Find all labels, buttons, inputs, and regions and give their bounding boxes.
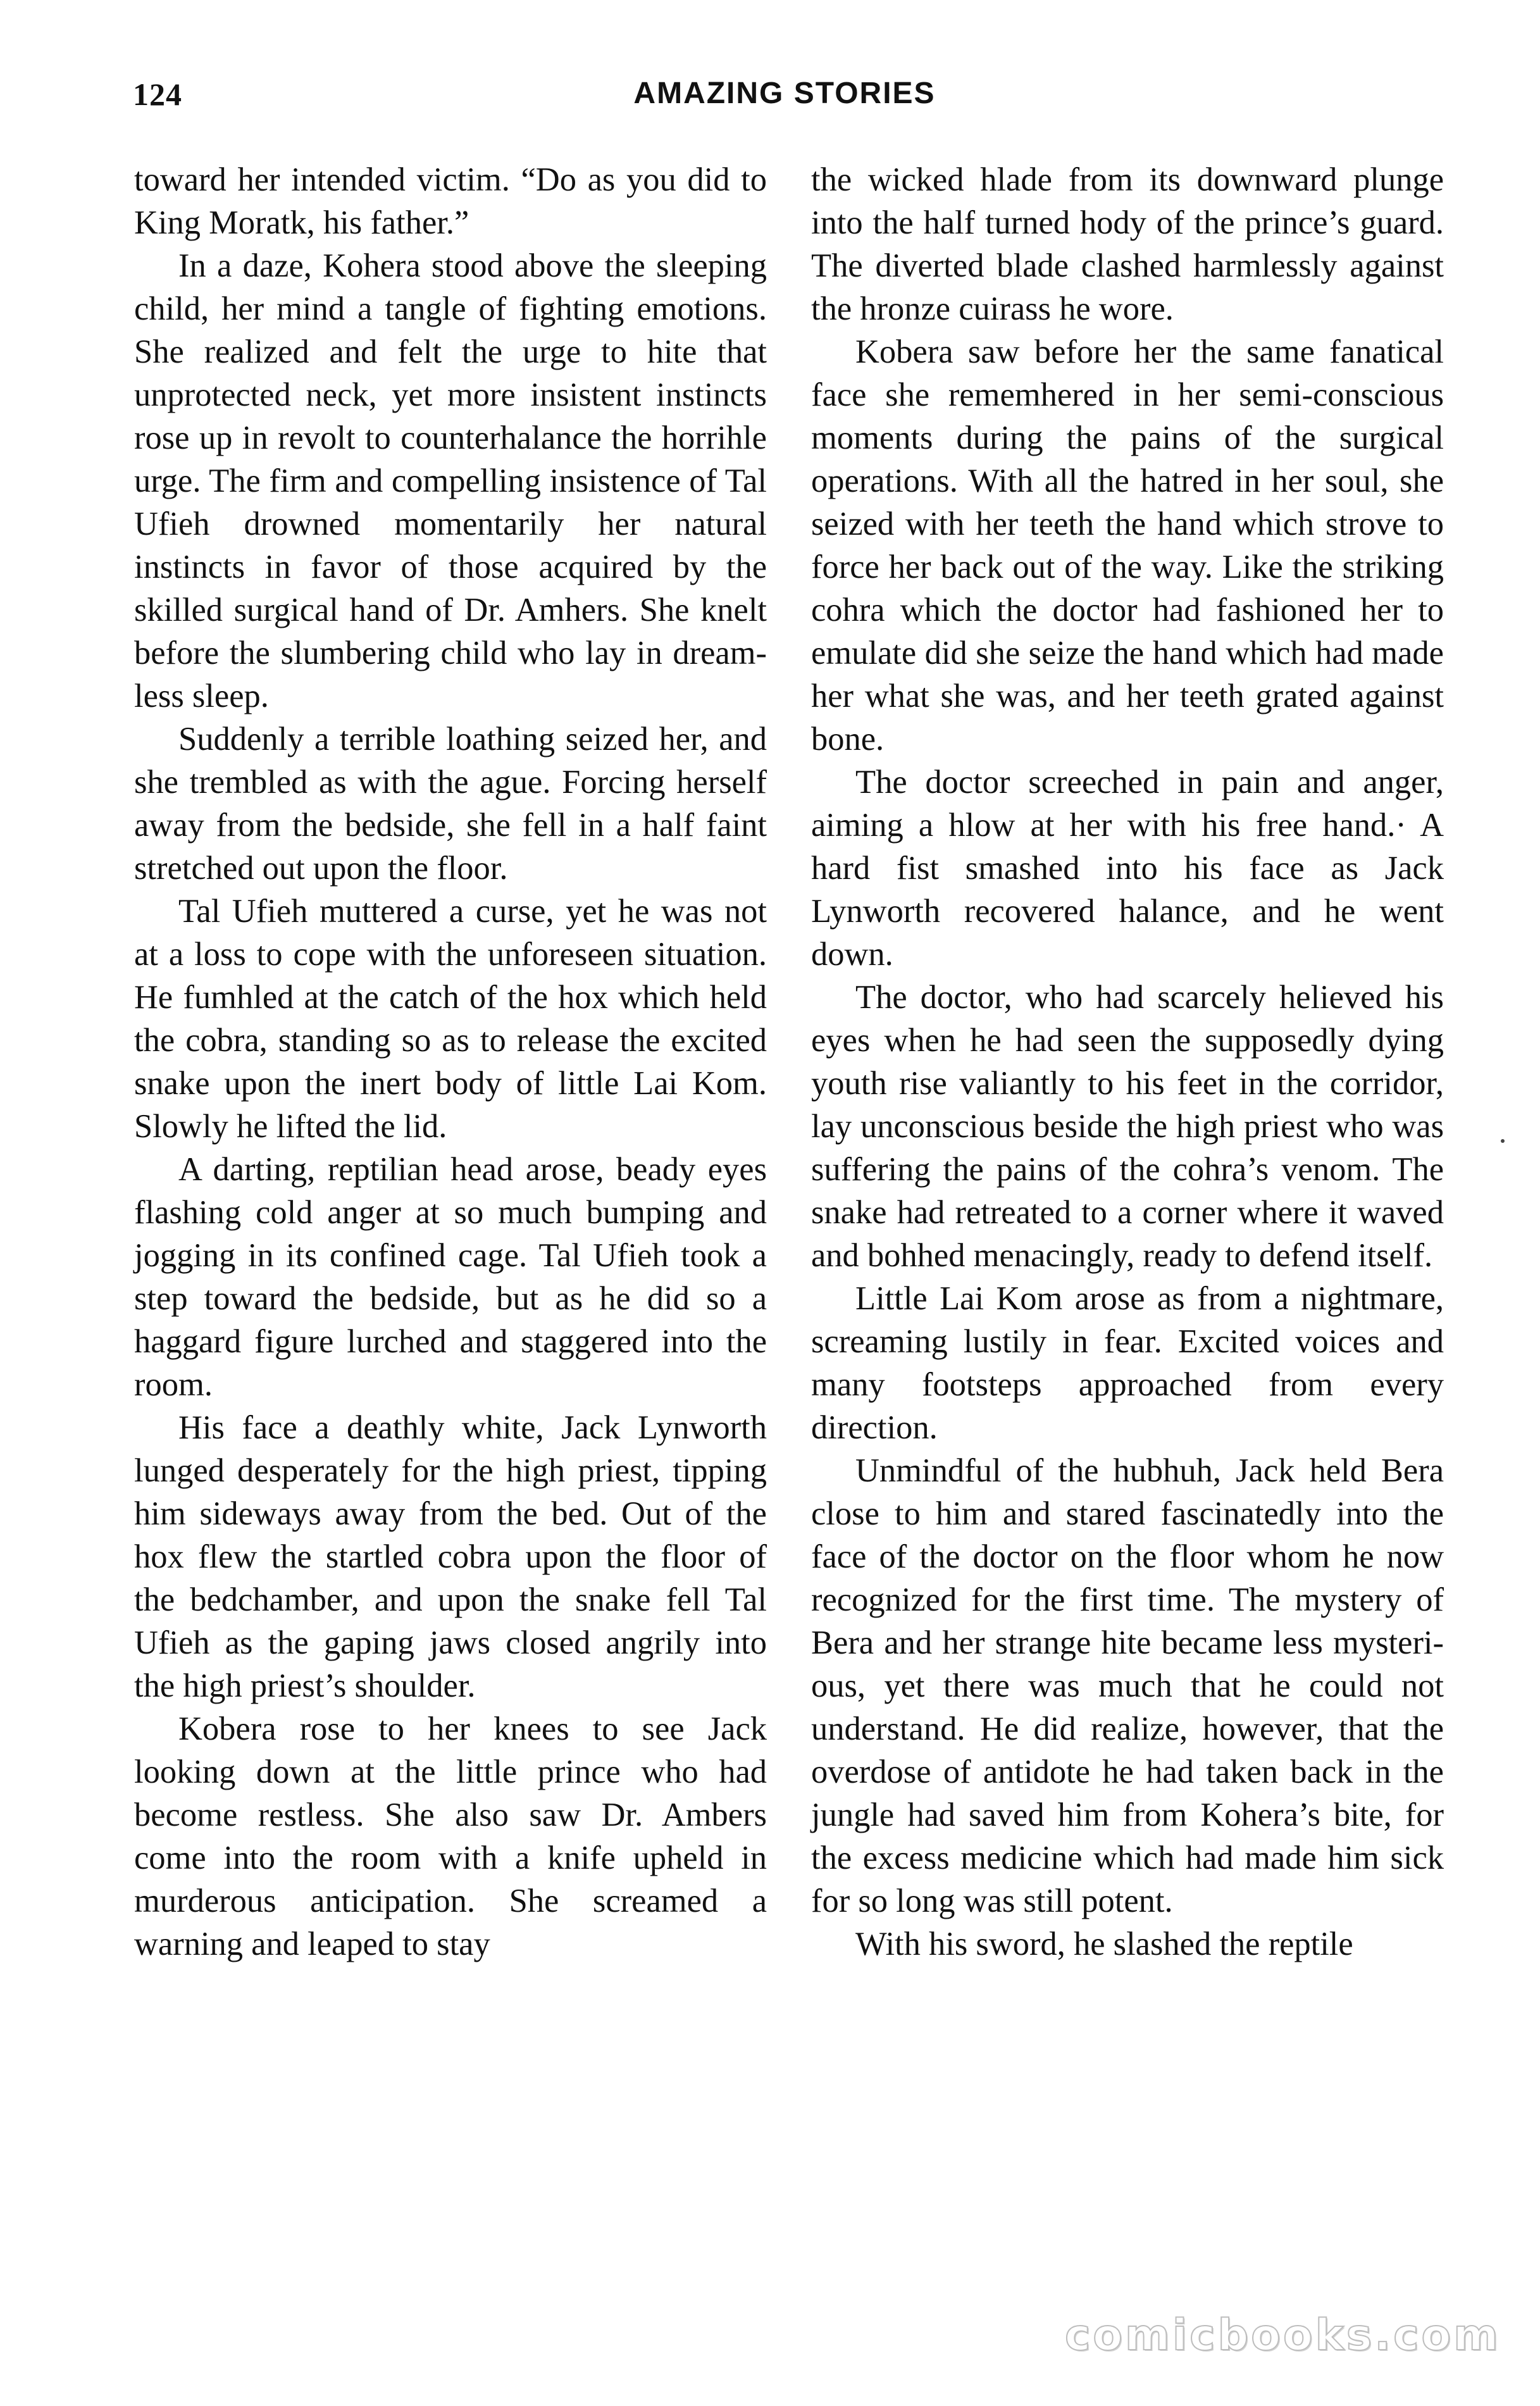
paragraph: In a daze, Kohera stood above the sleeping child, her mind a tangle of fighting emotions. She realized and felt the urge to hite that unprotected neck, yet more insistent instincts rose up in revolt to counterhalance the horrihle urge. The firm and compelling insistence of Tal Ufieh drowned momentarily her natural instincts in favor of those acquired by the skilled surgical hand of Dr. Amhers. She knelt before the slumbering child who lay in dreamless sleep. [134,247,767,714]
watermark: comicbooks.com [1064,2310,1501,2360]
running-head: AMAZING STORIES [633,77,936,110]
paragraph: Suddenly a terrible loathing seized her, and she trembled as with the ague. Forcing herself away from the bedside, she fell in a half faint stretched out upon the floor. [134,721,767,887]
paragraph: His face a deathly white, Jack Lynworth lunged desperately for the high priest, tipping him sideways away from the bed. Out of the hox flew the startled cobra upon the floor of the bedchamber, and upon the snake fell Tal Ufieh as the gaping jaws closed angrily into the high priest’s shoulder. [134,1409,767,1704]
page-header [133,76,1436,133]
right-column [811,158,1444,1966]
paragraph: Kobera rose to her knees to see Jack looking down at the little prince who had become restless. She also saw Dr. Ambers come into the room with a knife upheld in murderous anticipation. She screamed a warning and leaped to stay [134,1711,767,1962]
paragraph: Tal Ufieh muttered a curse, yet he was not at a loss to cope with the unforeseen situation. He fumhled at the catch of the hox which held the cobra, standing so as to release the excited snake upon the inert body of little Lai Kom. Slowly he lifted the lid. [134,893,767,1145]
paragraph: toward her intended victim. “Do as you did to King Moratk, his father.” [134,161,767,241]
page-number: 124 [133,77,182,112]
paragraph: The doctor screeched in pain and anger, aiming a hlow at her with his free hand.· A hard fist smashed into his face as Jack Lynworth recovered halance, and he went down. [811,764,1444,973]
paragraph: The doctor, who had scarcely helieved his eyes when he had seen the supposedly dying youth rise valiantly to his feet in the corridor, lay unconscious beside the high priest who was suffering the pains of the cohra’s venom. The snake had retreated to a corner where it waved and bohhed menacingly, ready to defend itself. [811,979,1444,1274]
scan-speck [1501,1139,1505,1143]
paragraph: Unmindful of the hubhuh, Jack held Bera close to him and stared fascinatedly into the face of the doctor on the floor whom he now recognized for the first time. The mystery of Bera and her strange hite became less mysterious, yet there was much that he could not understand. He did realize, however, that the overdose of antidote he had taken back in the jungle had saved him from Kohera’s bite, for the excess medicine which had made him sick for so long was still potent. [811,1452,1444,1919]
paragraph: the wicked hlade from its downward plunge into the half turned hody of the prince’s guard. The diverted blade clashed harmlessly against the hronze cuirass he wore. [811,161,1444,327]
left-column [134,158,767,1966]
paragraph: With his sword, he slashed the reptile [855,1926,1353,1962]
paragraph: Kobera saw before her the same fanatical face she rememhered in her semi-conscious moments during the pains of the surgical operations. With all the hatred in her soul, she seized with her teeth the hand which strove to force her back out of the way. Like the striking cohra which the doctor had fashioned her to emulate did she seize the hand which had made her what she was, and her teeth grated against bone. [811,333,1444,757]
paragraph: Little Lai Kom arose as from a nightmare, screaming lustily in fear. Excited voices and many footsteps approached from every direction. [811,1280,1444,1446]
paragraph: A darting, reptilian head arose, beady eyes flashing cold anger at so much bumping and jogging in its confined cage. Tal Ufieh took a step toward the bedside, but as he did so a haggard figure lurched and staggered into the room. [134,1151,767,1403]
